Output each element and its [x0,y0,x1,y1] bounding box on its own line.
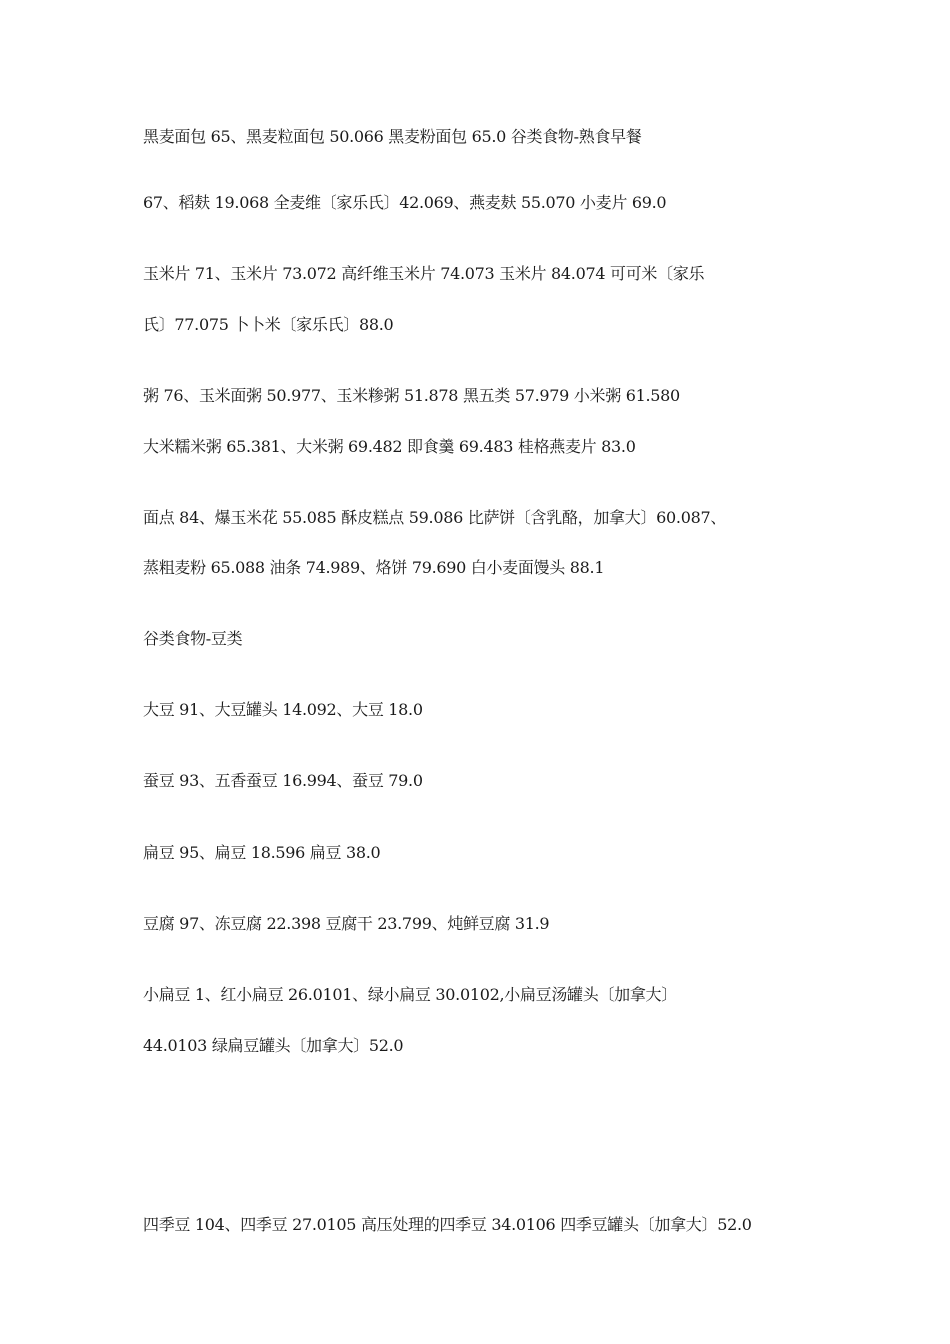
text-line: 粥 76、玉米面粥 50.977、玉米糁粥 51.878 黑五类 57.979 小米粥 61.580 [143,386,680,405]
text-line: 黑麦面包 65、黑麦粒面包 50.066 黑麦粉面包 65.0 谷类食物-熟食早餐 [143,127,642,146]
text-line: 44.0103 绿扁豆罐头〔加拿大〕52.0 [143,1036,404,1055]
text-line: 扁豆 95、扁豆 18.596 扁豆 38.0 [143,843,381,862]
text-line: 蒸粗麦粉 65.088 油条 74.989、烙饼 79.690 白小麦面馒头 88.1 [143,558,605,577]
text-line: 小扁豆 1、红小扁豆 26.0101、绿小扁豆 30.0102,小扁豆汤罐头〔加拿大〕 [143,985,677,1004]
text-line: 豆腐 97、冻豆腐 22.398 豆腐干 23.799、炖鲜豆腐 31.9 [143,914,550,933]
text-line: 玉米片 71、玉米片 73.072 高纤维玉米片 74.073 玉米片 84.074 可可米〔家乐 [143,264,705,283]
text-line: 蚕豆 93、五香蚕豆 16.994、蚕豆 79.0 [143,771,423,790]
text-line: 面点 84、爆玉米花 55.085 酥皮糕点 59.086 比萨饼〔含乳酪，加拿大〕60.087、 [143,508,727,527]
text-line: 大米糯米粥 65.381、大米粥 69.482 即食羹 69.483 桂格燕麦片 83.0 [143,437,636,456]
text-line: 四季豆 104、四季豆 27.0105 高压处理的四季豆 34.0106 四季豆罐头〔加拿大〕52.0 [143,1215,752,1234]
section-heading: 谷类食物-豆类 [143,629,243,648]
text-line: 67、稻麸 19.068 全麦维〔家乐氏〕42.069、燕麦麸 55.070 小麦片 69.0 [143,193,667,212]
text-line: 氏〕77.075 卜卜米〔家乐氏〕88.0 [143,315,394,334]
text-line: 大豆 91、大豆罐头 14.092、大豆 18.0 [143,700,423,719]
